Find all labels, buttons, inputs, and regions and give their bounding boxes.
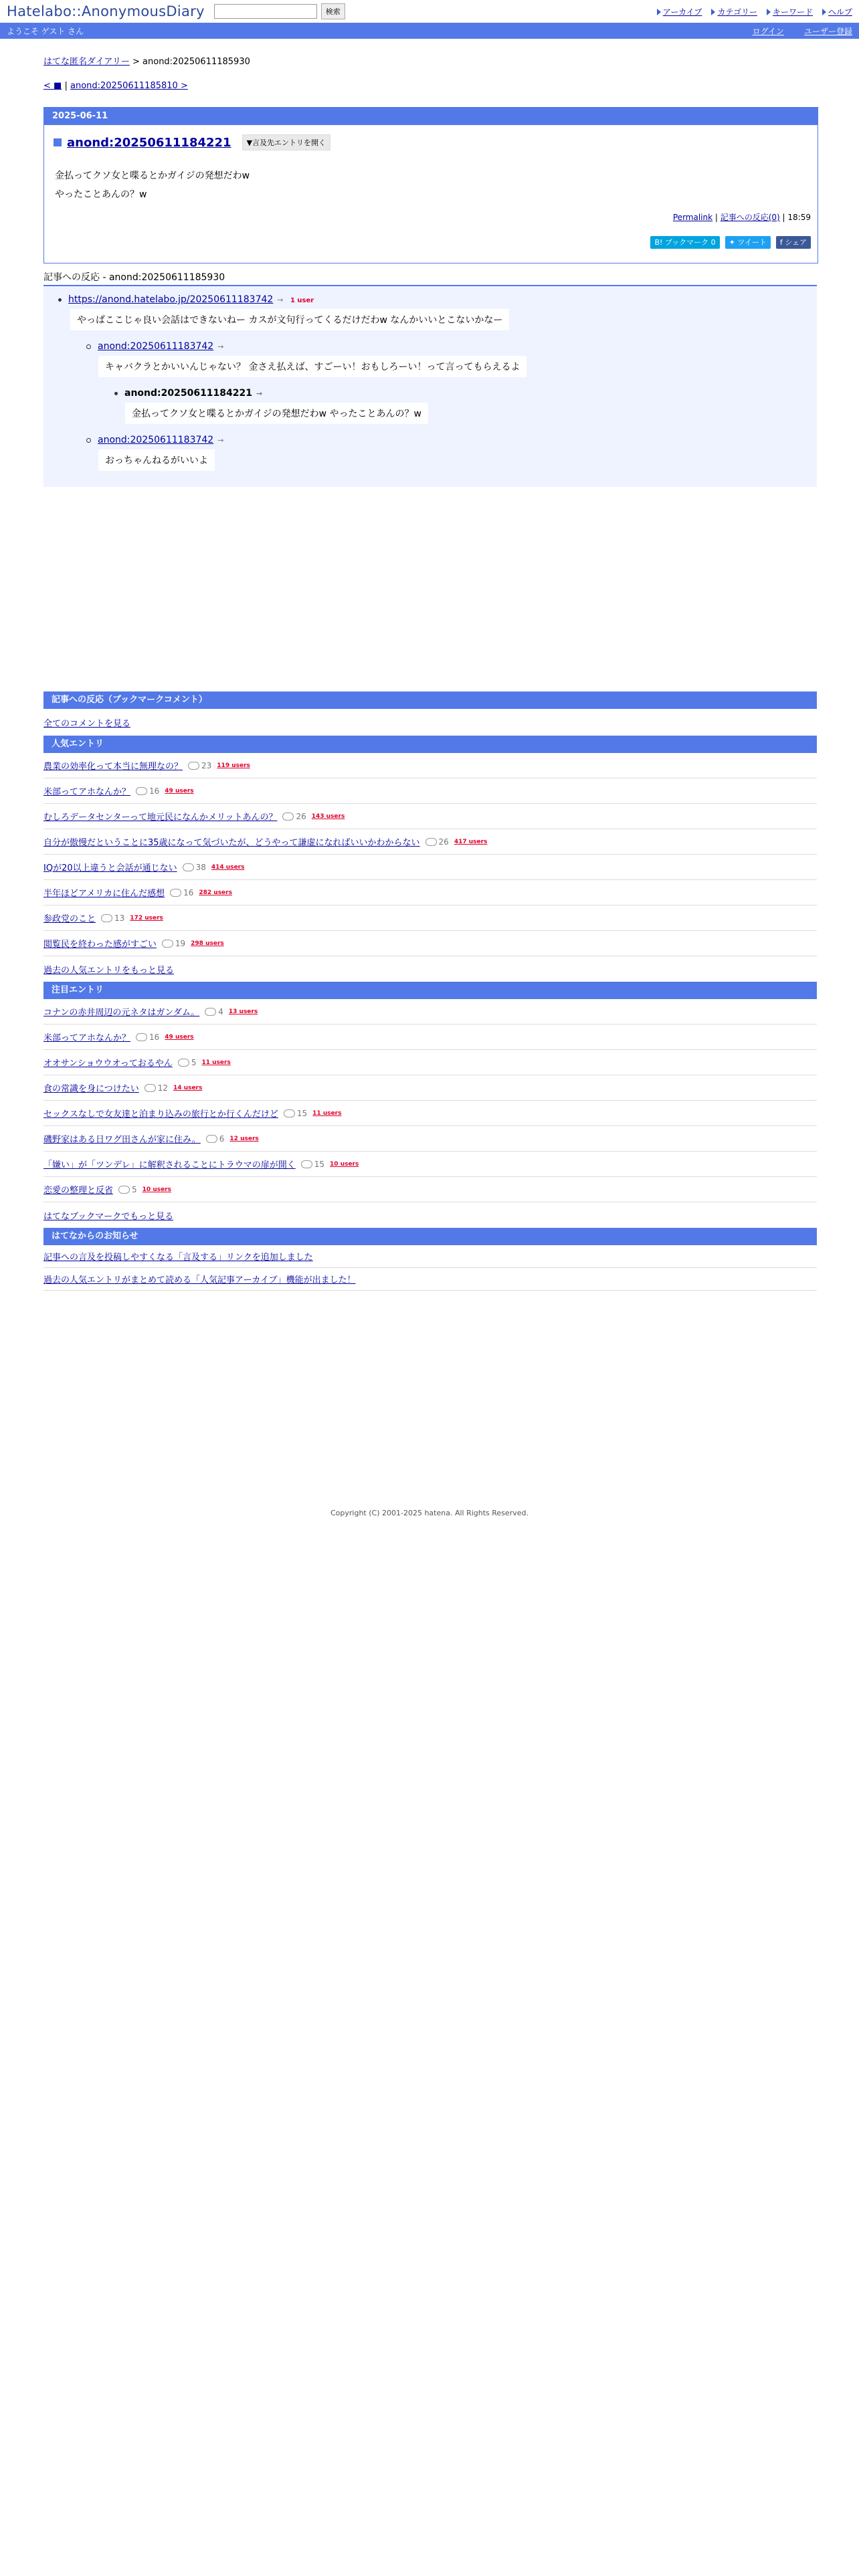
users-count[interactable]: 414 users [211, 863, 245, 871]
search-button[interactable]: 検索 [321, 3, 345, 19]
facebook-icon: f [779, 238, 785, 247]
featured-link[interactable]: コナンの赤井周辺の元ネタはガンダム。 [43, 1008, 200, 1018]
popular-item [43, 855, 817, 880]
featured-item [43, 1025, 817, 1050]
featured-item [43, 1152, 817, 1177]
comment-icon [205, 1008, 216, 1016]
news-header: はてなからのお知らせ [43, 1228, 817, 1245]
news-link[interactable]: 過去の人気エントリがまとめて読める「人気記事アーカイブ」機能が出ました！ [43, 1275, 356, 1285]
facebook-share-button[interactable] [776, 236, 811, 249]
permalink-link[interactable]: Permalink [672, 213, 713, 222]
featured-link[interactable]: 米部ってアホなんか？ [43, 1033, 131, 1043]
triangle-icon [822, 9, 826, 15]
square-icon [54, 138, 62, 146]
users-count[interactable]: 119 users [217, 762, 250, 769]
comment-count: 6 [219, 1134, 225, 1144]
popular-item [43, 804, 817, 829]
featured-more-row [43, 1202, 817, 1228]
share-buttons [650, 236, 811, 249]
search-input[interactable] [214, 4, 317, 19]
entry-box [43, 107, 818, 263]
bullet [86, 344, 91, 349]
comment-count: 26 [438, 837, 449, 847]
reaction-item-self [114, 388, 262, 399]
twitter-icon: ✦ [729, 238, 738, 247]
pager-sep: | [64, 81, 68, 91]
comment-icon [145, 1084, 156, 1092]
comment-icon [162, 940, 173, 948]
comment-icon [188, 762, 199, 770]
users-count[interactable]: 172 users [130, 914, 163, 922]
comment-count: 19 [175, 938, 186, 948]
comment-icon [183, 863, 194, 871]
popular-link[interactable]: 閲覧民を終わった感がすごい [43, 940, 157, 950]
welcome-text: ようこそ ゲスト さん [7, 26, 84, 36]
news-item [43, 1245, 817, 1268]
users-count[interactable]: 14 users [173, 1084, 203, 1091]
comment-count: 16 [149, 1032, 160, 1042]
users-count[interactable]: 11 users [312, 1109, 342, 1117]
lower-sections [43, 691, 817, 1291]
reaction-text: おっちゃんねるがいいよ [98, 449, 215, 471]
featured-header: 注目エントリ [43, 982, 817, 999]
bookmark-comments-header: 記事への反応（ブックマークコメント） [43, 691, 817, 709]
comment-icon [284, 1109, 295, 1117]
news-link[interactable]: 記事への言及を投稿しやすくなる「言及する」リンクを追加しました [43, 1253, 313, 1263]
comment-icon [101, 914, 112, 922]
popular-link[interactable]: 米部ってアホなんか？ [43, 787, 131, 797]
reaction-item [86, 435, 223, 445]
popular-more-link[interactable]: 過去の人気エントリをもっと見る [43, 965, 175, 976]
all-comments-row [43, 709, 817, 736]
reaction-text: 金払ってクソ女と喋るとかガイジの発想だわw やったことあんの？w [125, 403, 428, 424]
entry-body [55, 167, 818, 204]
popular-link[interactable]: 参政党のこと [43, 914, 96, 924]
expand-icon[interactable]: → [256, 389, 263, 398]
users-count[interactable]: 13 users [228, 1008, 258, 1015]
reactions-link[interactable]: 記事への反応(0) [720, 213, 780, 222]
users-count[interactable]: 298 users [191, 940, 224, 947]
featured-item [43, 999, 817, 1025]
breadcrumb [43, 54, 817, 67]
users-count[interactable]: 143 users [311, 813, 345, 820]
featured-list [43, 999, 817, 1202]
bullet [58, 298, 62, 302]
popular-link[interactable]: 農業の効率化って本当に無理なの？ [43, 762, 183, 772]
featured-link[interactable]: オオサンショウウオっておるやん [43, 1059, 173, 1069]
tweet-button[interactable] [725, 236, 771, 249]
breadcrumb-root[interactable]: はてな匿名ダイアリー [43, 57, 130, 67]
featured-link[interactable]: 「嫌い」が「ツンデレ」に解釈されることにトラウマの扉が開く [43, 1160, 296, 1170]
featured-more-link[interactable]: はてなブックマークでもっと見る [43, 1211, 174, 1222]
popular-link[interactable]: 半年ほどアメリカに住んだ感想 [43, 889, 165, 899]
expand-icon[interactable]: → [277, 296, 284, 304]
users-count[interactable]: 10 users [142, 1186, 171, 1193]
comment-icon [136, 787, 147, 795]
popular-item [43, 778, 817, 804]
nav-category[interactable] [711, 6, 757, 17]
popular-link[interactable]: IQが20以上違うと会話が通じない [43, 863, 177, 873]
triangle-icon [657, 9, 661, 15]
nav-help[interactable] [822, 6, 852, 17]
popular-item [43, 880, 817, 905]
popular-item [43, 829, 817, 855]
comment-icon [170, 889, 181, 897]
featured-item [43, 1126, 817, 1152]
pager [43, 81, 817, 91]
expand-icon[interactable]: → [217, 436, 224, 445]
comment-icon [178, 1059, 189, 1067]
featured-item [43, 1050, 817, 1075]
users-count[interactable]: 49 users [165, 1033, 194, 1041]
triangle-icon [767, 9, 771, 15]
comment-count: 5 [132, 1184, 137, 1194]
reactions-title: 記事への反応 - anond:20250611185930 [43, 272, 225, 283]
entry-body-line: 金払ってクソ女と喋るとかガイジの発想だわw [55, 171, 250, 181]
popular-more-row [43, 956, 817, 982]
comment-count: 15 [296, 1108, 308, 1118]
nav-archive[interactable] [657, 6, 702, 17]
comment-count: 16 [183, 887, 194, 897]
footer-copyright: Copyright (C) 2001-2025 hatena. All Rights Reserved. [330, 1509, 529, 1517]
comment-count: 23 [201, 760, 212, 770]
featured-link[interactable]: 磯野家はある日ワグ田さんが家に住み。 [43, 1135, 201, 1145]
comment-icon [206, 1135, 217, 1143]
nav-keyword[interactable] [767, 6, 813, 17]
comment-count: 5 [191, 1057, 197, 1067]
users-count[interactable]: 417 users [454, 838, 488, 845]
entry-time: 18:59 [787, 213, 811, 222]
tweet-label: ツイート [737, 238, 767, 247]
news-item [43, 1268, 817, 1291]
comment-icon [282, 813, 294, 821]
featured-item [43, 1177, 817, 1202]
comment-icon [136, 1033, 147, 1041]
bullet [114, 392, 118, 395]
reaction-item [58, 294, 314, 305]
comment-icon [301, 1160, 312, 1168]
comment-count: 12 [157, 1083, 169, 1093]
users-count[interactable]: 49 users [165, 787, 194, 794]
popular-link[interactable]: 自分が傲慢だということに35歳になって気づいたが、どうやって謙虚になればいいかわからない [43, 838, 420, 848]
featured-link[interactable]: 恋愛の整理と反省 [43, 1186, 114, 1196]
featured-item [43, 1101, 817, 1126]
reaction-item [86, 341, 223, 352]
popular-item [43, 905, 817, 931]
breadcrumb-sep: > [132, 57, 140, 67]
login-link[interactable]: ログイン [752, 26, 784, 36]
reaction-link[interactable]: anond:20250611183742 [98, 435, 214, 445]
users-count[interactable]: 12 users [229, 1135, 259, 1142]
entry-body-line: やったことあんの？w [55, 189, 147, 200]
popular-list [43, 753, 817, 956]
reaction-text: キャバクラとかいいんじゃない？ 金さえ払えば、すごーい！おもしろーい！って言ってもらえるよ [98, 356, 527, 377]
nav-help-link[interactable]: ヘルプ [828, 7, 852, 17]
featured-link[interactable]: 食の常識を身につけたい [43, 1084, 139, 1094]
entry-footer: Permalink | 記事への反応(0) | 18:59 [672, 213, 811, 222]
users-count[interactable]: 10 users [330, 1160, 359, 1168]
entry-title[interactable]: anond:20250611184221 [67, 135, 231, 150]
site-logo[interactable]: Hatelabo::AnonymousDiary [7, 3, 205, 19]
comment-count: 4 [218, 1006, 223, 1016]
reactions-tree [43, 285, 817, 487]
register-link[interactable]: ユーザー登録 [803, 26, 852, 36]
reaction-self-title: anond:20250611184221 [124, 388, 252, 399]
all-comments-link[interactable]: 全てのコメントを見る [43, 718, 131, 729]
users-badge[interactable]: 1 user [290, 297, 314, 304]
comment-count: 15 [314, 1159, 325, 1169]
breadcrumb-current: anond:20250611185930 [142, 57, 250, 67]
prev-link[interactable]: < ■ [43, 81, 62, 91]
welcome-bar [0, 23, 859, 39]
news-list [43, 1245, 817, 1291]
bullet [86, 438, 91, 443]
popular-item [43, 931, 817, 956]
featured-item [43, 1075, 817, 1101]
open-referenced-button[interactable]: ▼言及先エントリを開く [242, 134, 330, 150]
hatena-bookmark-button[interactable]: B! ブックマーク 0 [650, 236, 719, 249]
comment-icon [425, 838, 437, 846]
comment-count: 38 [195, 862, 206, 872]
nav-keyword-link[interactable]: キーワード [772, 7, 813, 17]
entry-date: 2025-06-11 [44, 108, 818, 125]
popular-item [43, 753, 817, 778]
users-count[interactable]: 282 users [199, 889, 232, 896]
reaction-text: やっぱここじゃ良い会話はできないねー カスが文句行ってくるだけだわw なんかいいとこないかなー [70, 309, 509, 330]
popular-header: 人気エントリ [43, 736, 817, 753]
comment-count: 16 [149, 786, 160, 796]
comment-count: 26 [296, 811, 306, 821]
nav-category-link[interactable]: カテゴリー [717, 7, 757, 17]
reaction-link[interactable]: https://anond.hatelabo.jp/20250611183742 [68, 294, 274, 305]
reaction-link[interactable]: anond:20250611183742 [98, 341, 214, 352]
facebook-label: シェア [785, 238, 807, 247]
comment-count: 13 [114, 913, 125, 923]
popular-link[interactable]: むしろデータセンターって地元民になんかメリットあんの？ [43, 813, 278, 823]
expand-icon[interactable]: → [217, 342, 224, 351]
nav-archive-link[interactable]: アーカイブ [662, 7, 702, 17]
triangle-icon [711, 9, 715, 15]
next-link[interactable]: anond:20250611185810 > [70, 81, 188, 91]
top-bar [0, 0, 859, 23]
users-count[interactable]: 11 users [201, 1059, 231, 1066]
top-nav [657, 6, 852, 17]
comment-icon [118, 1186, 130, 1194]
featured-link[interactable]: セックスなしで女友達と泊まり込みの旅行とか行くんだけど [43, 1109, 278, 1119]
